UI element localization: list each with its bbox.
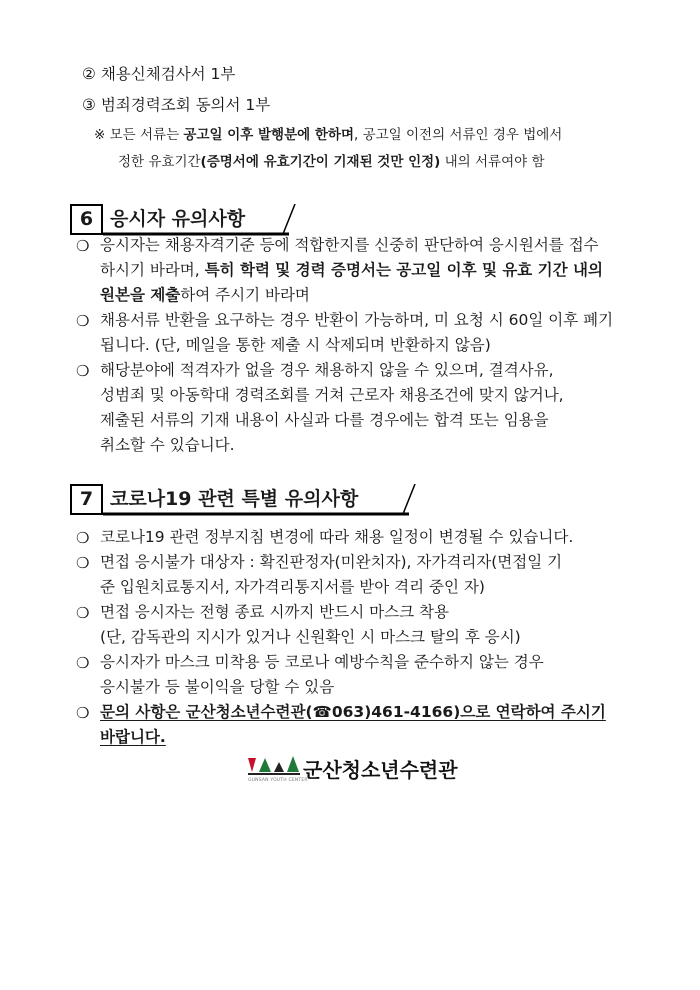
section-7-title: 코로나19 관련 특별 유의사항 bbox=[110, 488, 359, 510]
note-text-a: 모든 서류는 bbox=[109, 127, 184, 143]
bullet-icon: ❍ bbox=[76, 529, 90, 547]
note-line2-bold: (증명서에 유효기간이 기재된 것만 인정) bbox=[200, 154, 441, 170]
section-7-header bbox=[70, 484, 430, 515]
note-line-1 bbox=[94, 125, 562, 145]
s6-item3-line3: 제출된 서류의 기재 내용이 사실과 다를 경우에는 합격 또는 임용을 bbox=[100, 411, 549, 429]
doc-item-health-check: ② 채용신체검사서 1부 bbox=[82, 65, 236, 83]
note-text-bold: 공고일 이후 발행분에 한하며 bbox=[183, 127, 354, 143]
s6-item1-line2-bold: 특히 학력 및 경력 증명서는 공고일 이후 및 유효 기간 내의 bbox=[204, 261, 603, 279]
s6-item1-line3-bold: 원본을 제출 bbox=[100, 286, 181, 304]
bullet-icon: ❍ bbox=[76, 704, 90, 722]
bullet-icon: ❍ bbox=[76, 604, 90, 622]
s6-item1-line2 bbox=[100, 260, 603, 280]
s7-item4-line1: 응시자가 마스크 미착용 등 코로나 예방수칙을 준수하지 않는 경우 bbox=[100, 653, 544, 671]
bullet-icon: ❍ bbox=[76, 362, 90, 380]
bullet-icon: ❍ bbox=[76, 312, 90, 330]
s7-item5-line2: 바랍니다. bbox=[100, 728, 166, 746]
note-line2-b: 내의 서류여야 함 bbox=[440, 154, 545, 170]
section-6-header bbox=[70, 204, 310, 235]
s7-item3-line1: 면접 응시자는 전형 종료 시까지 반드시 마스크 착용 bbox=[100, 603, 449, 621]
s7-item3-line2: (단, 감독관의 지시가 있거나 신원확인 시 마스크 탈의 후 응시) bbox=[100, 628, 521, 646]
s6-item1-line3-plain: 하여 주시기 바라며 bbox=[180, 286, 310, 304]
s6-item1-line3 bbox=[100, 285, 310, 305]
note-line-2 bbox=[118, 152, 545, 172]
s7-item4-line2: 응시불가 등 불이익을 당할 수 있음 bbox=[100, 678, 335, 696]
logo-wordmark: 군산청소년수련관 bbox=[303, 758, 458, 782]
bullet-icon: ❍ bbox=[76, 554, 90, 572]
section-6-title: 응시자 유의사항 bbox=[110, 208, 246, 230]
s6-item3-line4: 취소할 수 있습니다. bbox=[100, 436, 235, 454]
logo-subtitle: GUNSAN YOUTH CENTER bbox=[248, 778, 308, 783]
s6-item1-line2-plain: 하시기 바라며, bbox=[100, 261, 205, 279]
s7-item5-line1: 문의 사항은 군산청소년수련관(☎063)461-4166)으로 연락하여 주시기 bbox=[100, 703, 606, 721]
gunsan-youth-center-logo bbox=[248, 752, 458, 786]
doc-item-criminal-record: ③ 범죄경력조회 동의서 1부 bbox=[82, 96, 271, 114]
note-line2-a: 정한 유효기간 bbox=[118, 154, 201, 170]
s6-item2-line2: 됩니다. (단, 메일을 통한 제출 시 삭제되며 반환하지 않음) bbox=[100, 336, 491, 354]
s7-item2-line1: 면접 응시불가 대상자 : 확진판정자(미완치자), 자가격리자(면접일 기 bbox=[100, 553, 563, 571]
section-6-number: 6 bbox=[70, 204, 103, 235]
s7-item2-line2: 준 입원치료통지서, 자가격리통지서를 받아 격리 중인 자) bbox=[100, 578, 485, 596]
bullet-icon: ❍ bbox=[76, 237, 90, 255]
logo-emblem-icon bbox=[248, 752, 300, 778]
s6-item3-line2: 성범죄 및 아동학대 경력조회를 거쳐 근로자 채용조건에 맞지 않거나, bbox=[100, 386, 564, 404]
bullet-icon: ❍ bbox=[76, 654, 90, 672]
s6-item3-line1: 해당분야에 적격자가 없을 경우 채용하지 않을 수 있으며, 결격사유, bbox=[100, 361, 554, 379]
s6-item2-line1: 채용서류 반환을 요구하는 경우 반환이 가능하며, 미 요청 시 60일 이후 폐기 bbox=[100, 311, 614, 329]
s6-item1-line1: 응시자는 채용자격기준 등에 적합한지를 신중히 판단하여 응시원서를 접수 bbox=[100, 236, 599, 254]
note-mark: ※ bbox=[94, 127, 106, 143]
note-text-b: , 공고일 이전의 서류인 경우 법에서 bbox=[354, 127, 563, 143]
s7-item1-line1: 코로나19 관련 정부지침 변경에 따라 채용 일정이 변경될 수 있습니다. bbox=[100, 528, 574, 546]
section-7-number: 7 bbox=[70, 484, 103, 515]
